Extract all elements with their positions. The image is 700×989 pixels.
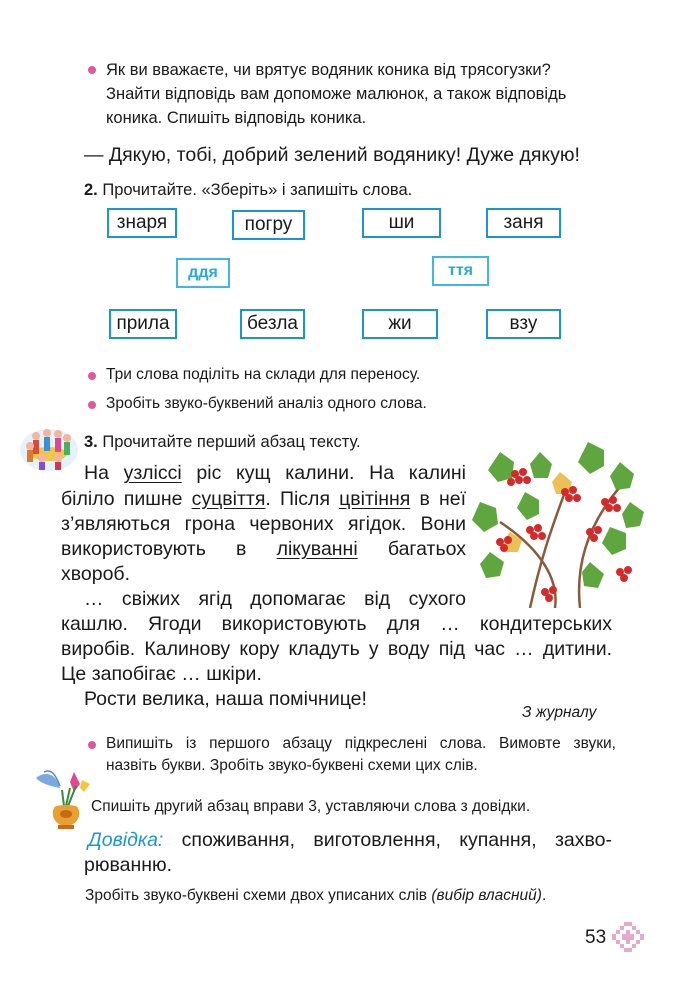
- task-instruction: Прочитайте. «Зберіть» і запишіть слова.: [102, 181, 413, 199]
- bullet-dot: [88, 66, 96, 74]
- text-line: Випишіть із першого абзацу підкреслені слова. Вимовте звуки,: [106, 735, 616, 752]
- task4-instruction: Спишіть другий абзац вправи 3, уставляючи слова з довідки.: [91, 798, 531, 815]
- paragraph-line: виробів. Калинову кору кладуть у воду під час … дитини.: [61, 638, 612, 660]
- task3-header: [84, 430, 361, 454]
- task2-bullet: Три слова поділіть на склади для переносу.: [106, 366, 421, 383]
- underlined-word: суцвіття: [191, 488, 266, 510]
- bullet-dot: [88, 372, 96, 380]
- text-source: З журналу: [522, 704, 597, 721]
- task2-bullet: Зробіть звуко-буквений аналіз одного слова.: [106, 395, 427, 412]
- task3-bullet: [106, 733, 616, 777]
- underlined-word: цвітіння: [339, 488, 411, 510]
- text-line: назвіть букви. Зробіть звуко-буквені схеми цих слів.: [106, 757, 478, 774]
- task-number: 3.: [84, 433, 98, 451]
- bullet-dot: [88, 741, 96, 749]
- text-line: Як ви вважаєте, чи врятує водяник коника від трясогузки?: [106, 61, 551, 79]
- task-instruction: Прочитайте перший абзац тексту.: [102, 433, 361, 451]
- paragraph-line: використовують в лікуванні багатьох: [61, 538, 466, 560]
- paragraph-line: … свіжих ягід допомагає від сухого: [84, 588, 466, 610]
- syllable-box: ши: [362, 208, 441, 238]
- syllable-box: погру: [232, 210, 305, 240]
- underlined-word: лікуванні: [276, 538, 358, 560]
- hint-line: Довідка: споживання, виготовлення, купання, захво-: [88, 829, 612, 851]
- grasshopper-quote: — Дякую, тобі, добрий зелений водянику! Дуже дякую!: [84, 144, 580, 166]
- paragraph-line: На узліссі ріс кущ калини. На калині: [84, 462, 466, 484]
- task4-final: Зробіть звуко-буквені схеми двох уписаних слів (вибір власний).: [85, 887, 547, 904]
- paragraph-line: з’являються грона червоних ягідок. Вони: [61, 513, 466, 535]
- center-syllable-box: ддя: [176, 258, 230, 288]
- page-number: 53: [585, 927, 607, 948]
- paragraph-line: хвороб.: [61, 563, 131, 585]
- center-syllable-box: ття: [432, 256, 489, 286]
- syllable-box: безла: [240, 309, 305, 339]
- viburnum-illustration: [470, 432, 652, 608]
- syllable-box: знаря: [107, 208, 177, 238]
- syllable-box: взу: [486, 309, 561, 339]
- syllable-box: прила: [109, 309, 177, 339]
- paragraph-line: Це запобігає … шкіри.: [61, 663, 262, 685]
- ornament-icon: [612, 922, 644, 952]
- paragraph-line: Рости велика, наша помічнице!: [84, 688, 367, 710]
- underlined-word: узліссі: [123, 462, 182, 484]
- intro-question: [106, 58, 626, 130]
- syllable-box: жи: [362, 309, 438, 339]
- hint-label: Довідка:: [88, 829, 164, 851]
- paragraph-line: кашлю. Ягоди використовують для … кондитерських: [61, 613, 612, 635]
- flower-vase-icon: [34, 768, 94, 830]
- text-line: Знайти відповідь вам допоможе малюнок, а також відповідь: [106, 85, 567, 103]
- paragraph-line: біліло пишне суцвіття. Після цвітіння в неї: [61, 488, 466, 510]
- hint-line: рюванню.: [84, 854, 173, 876]
- task2-header: [84, 178, 412, 202]
- bullet-dot: [88, 401, 96, 409]
- group-work-icon: [18, 424, 80, 472]
- syllable-box: заня: [486, 208, 561, 238]
- text-line: коника. Спишіть відповідь коника.: [106, 109, 367, 127]
- task-number: 2.: [84, 181, 98, 199]
